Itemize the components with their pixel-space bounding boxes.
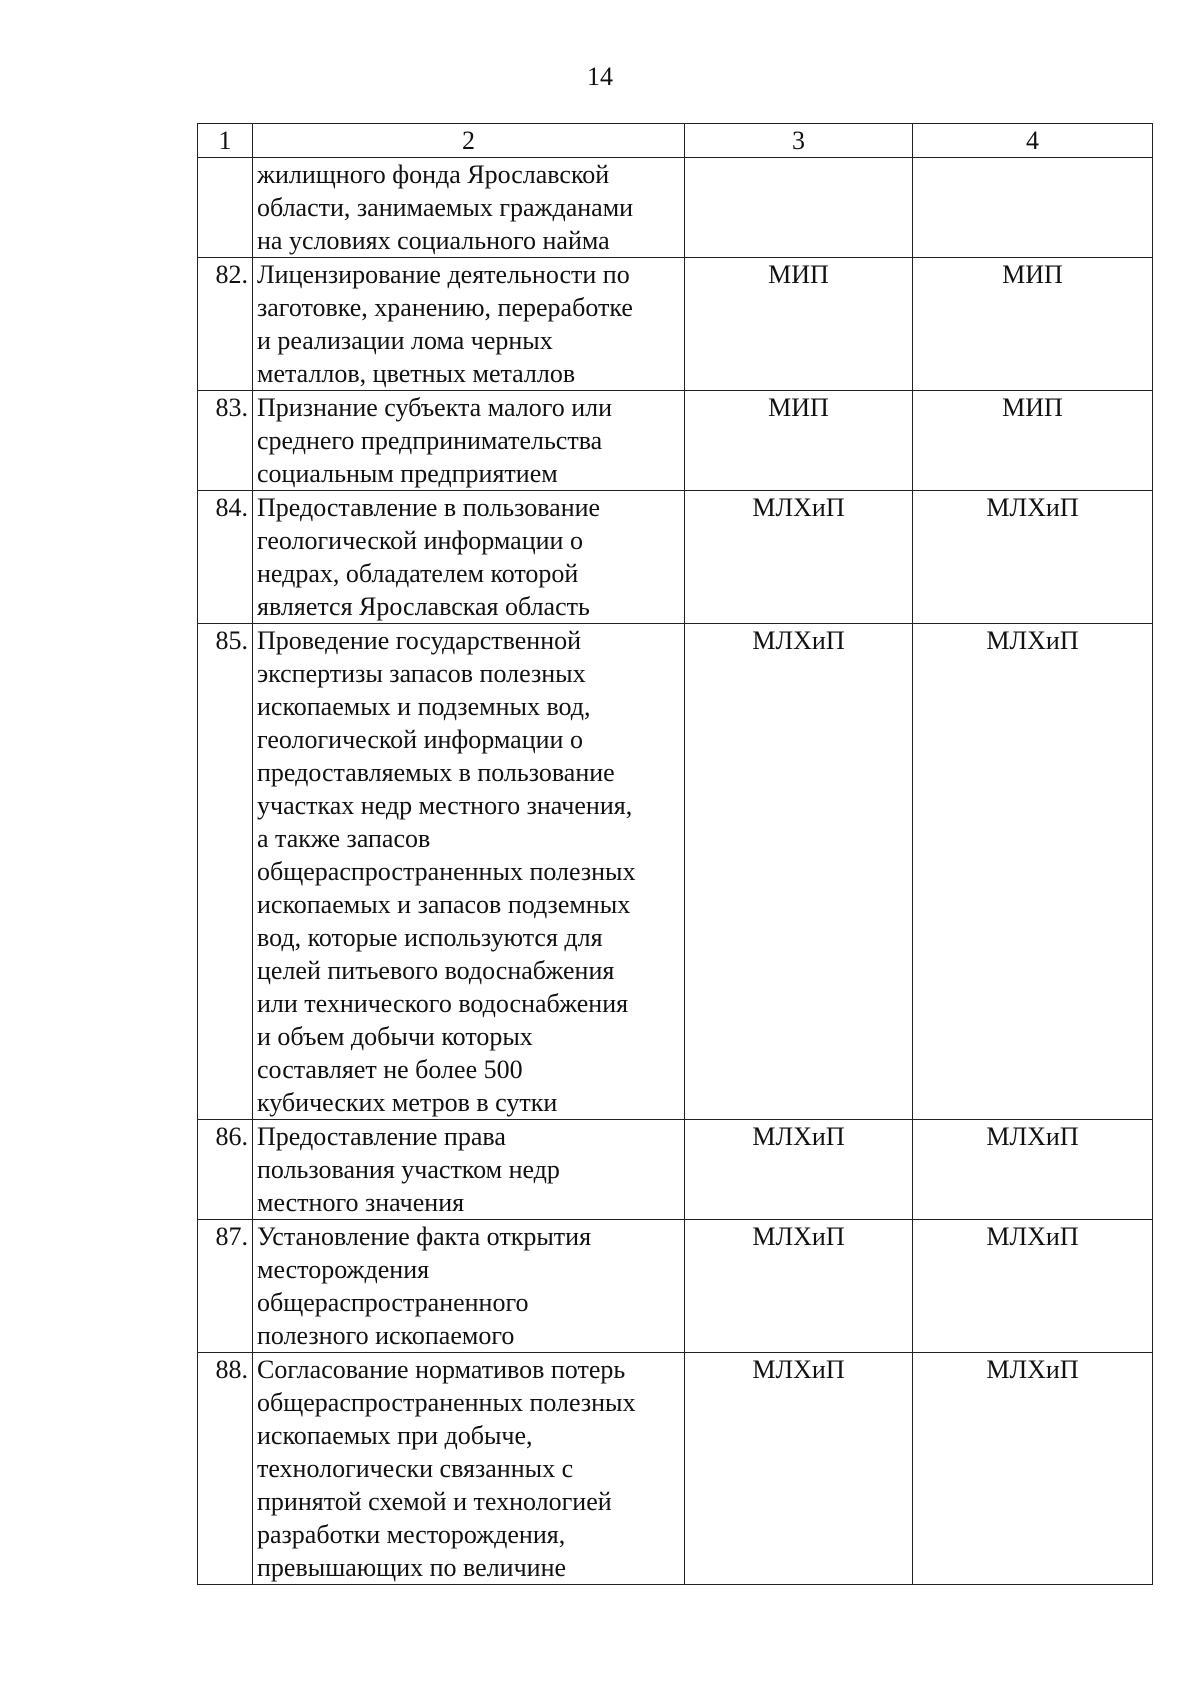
description-line: и объем добычи которых <box>257 1022 533 1051</box>
column-3-authority <box>685 158 913 258</box>
row-number: 86. <box>198 1120 253 1220</box>
description-line: пользования участком недр <box>257 1155 560 1184</box>
description-line: общераспространенных полезных <box>257 857 636 886</box>
row-number: 85. <box>198 624 253 1120</box>
header-col-4: 4 <box>913 124 1153 158</box>
column-3-authority: МЛХиП <box>685 1120 913 1220</box>
description-line: Проведение государственной <box>257 626 582 655</box>
description-line: Предоставление права <box>257 1122 506 1151</box>
description-line: на условиях социального найма <box>257 226 610 255</box>
description-line: превышающих по величине <box>257 1553 567 1582</box>
description-line: принятой схемой и технологией <box>257 1487 612 1516</box>
description-line: недрах, обладателем которой <box>257 559 579 588</box>
description-line: ископаемых и подземных вод, <box>257 692 591 721</box>
description-line: ископаемых и запасов подземных <box>257 890 631 919</box>
description-line: участках недр местного значения, <box>257 791 633 820</box>
column-3-authority: МЛХиП <box>685 491 913 624</box>
column-4-authority: МЛХиП <box>913 1120 1153 1220</box>
description-line: кубических метров в сутки <box>257 1088 558 1117</box>
column-4-authority: МЛХиП <box>913 1220 1153 1353</box>
header-col-3: 3 <box>685 124 913 158</box>
row-number: 83. <box>198 391 253 491</box>
services-table <box>197 123 1153 1585</box>
table-row <box>198 158 1153 258</box>
column-4-authority: МЛХиП <box>913 624 1153 1120</box>
service-description <box>253 1120 685 1220</box>
row-number: 84. <box>198 491 253 624</box>
header-row <box>198 124 1153 158</box>
table-row <box>198 491 1153 624</box>
service-description <box>253 391 685 491</box>
service-description <box>253 1220 685 1353</box>
description-line: является Ярославская область <box>257 592 590 621</box>
table-row <box>198 1220 1153 1353</box>
description-line: геологической информации о <box>257 725 583 754</box>
header-col-1: 1 <box>198 124 253 158</box>
description-line: социальным предприятием <box>257 459 558 488</box>
description-line: Предоставление в пользование <box>257 493 601 522</box>
description-line: области, занимаемых гражданами <box>257 193 634 222</box>
column-3-authority: МЛХиП <box>685 1353 913 1585</box>
column-4-authority: МИП <box>913 258 1153 391</box>
row-number: 88. <box>198 1353 253 1585</box>
description-line: заготовке, хранению, переработке <box>257 293 633 322</box>
description-line: полезного ископаемого <box>257 1321 515 1350</box>
description-line: Лицензирование деятельности по <box>257 260 630 289</box>
column-4-authority: МИП <box>913 391 1153 491</box>
table-row <box>198 258 1153 391</box>
description-line: технологически связанных с <box>257 1454 574 1483</box>
description-line: жилищного фонда Ярославской <box>257 160 610 189</box>
table-row <box>198 624 1153 1120</box>
service-description <box>253 1353 685 1585</box>
column-3-authority: МЛХиП <box>685 1220 913 1353</box>
column-3-authority: МИП <box>685 391 913 491</box>
row-number: 87. <box>198 1220 253 1353</box>
description-line: Установление факта открытия <box>257 1222 592 1251</box>
service-description <box>253 258 685 391</box>
column-3-authority: МЛХиП <box>685 624 913 1120</box>
description-line: ископаемых при добыче, <box>257 1421 533 1450</box>
service-description <box>253 491 685 624</box>
table-row <box>198 391 1153 491</box>
column-4-authority <box>913 158 1153 258</box>
description-line: экспертизы запасов полезных <box>257 659 586 688</box>
description-line: а также запасов <box>257 824 431 853</box>
table-body <box>198 158 1153 1585</box>
column-4-authority: МЛХиП <box>913 491 1153 624</box>
description-line: целей питьевого водоснабжения <box>257 956 615 985</box>
description-line: разработки месторождения, <box>257 1520 566 1549</box>
description-line: металлов, цветных металлов <box>257 359 576 388</box>
description-line: или технического водоснабжения <box>257 989 629 1018</box>
description-line: вод, которые используются для <box>257 923 603 952</box>
description-line: общераспространенных полезных <box>257 1388 636 1417</box>
column-4-authority: МЛХиП <box>913 1353 1153 1585</box>
row-number <box>198 158 253 258</box>
service-description <box>253 158 685 258</box>
description-line: месторождения <box>257 1255 430 1284</box>
service-description <box>253 624 685 1120</box>
description-line: среднего предпринимательства <box>257 426 603 455</box>
table-row <box>198 1120 1153 1220</box>
header-col-2: 2 <box>253 124 685 158</box>
description-line: и реализации лома черных <box>257 326 553 355</box>
description-line: Согласование нормативов потерь <box>257 1355 626 1384</box>
description-line: общераспространенного <box>257 1288 529 1317</box>
description-line: Признание субъекта малого или <box>257 393 613 422</box>
description-line: составляет не более 500 <box>257 1055 523 1084</box>
page-number: 14 <box>587 62 613 91</box>
row-number: 82. <box>198 258 253 391</box>
table-row <box>198 1353 1153 1585</box>
column-3-authority: МИП <box>685 258 913 391</box>
description-line: местного значения <box>257 1188 465 1217</box>
description-line: предоставляемых в пользование <box>257 758 615 787</box>
description-line: геологической информации о <box>257 526 583 555</box>
